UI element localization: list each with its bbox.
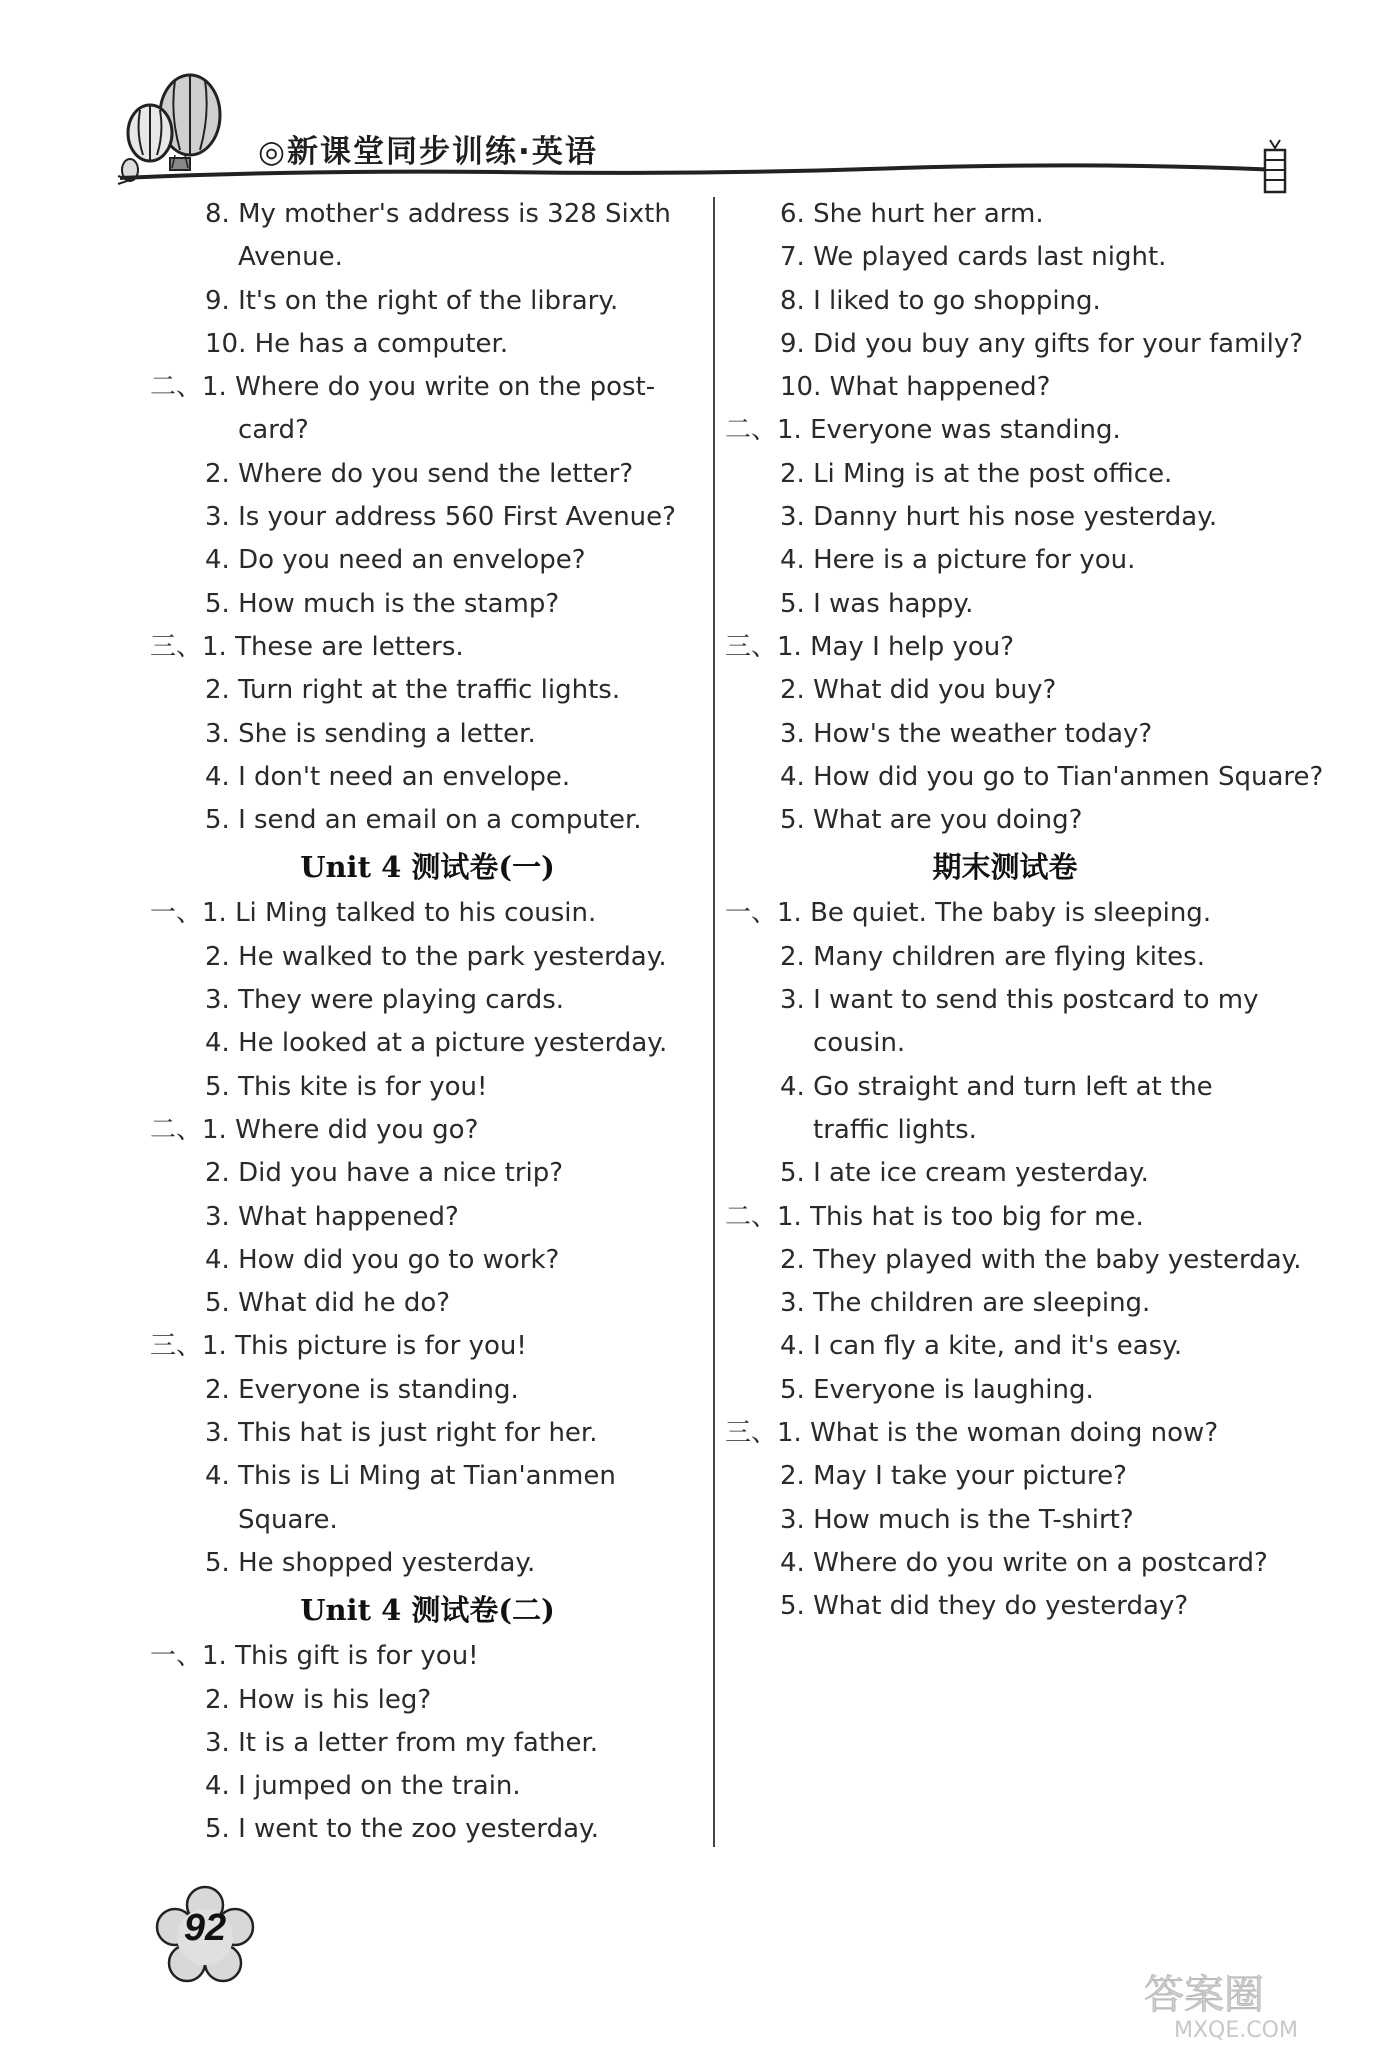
answer-line: 2. He walked to the park yesterday. <box>205 941 667 972</box>
answer-line: 2. May I take your picture? <box>780 1461 1127 1492</box>
answer-line: cousin. <box>813 1028 906 1059</box>
answer-line: 4. Where do you write on a postcard? <box>780 1547 1268 1578</box>
answer-line: 3. She is sending a letter. <box>205 718 536 749</box>
answer-line: 5. Everyone is laughing. <box>780 1374 1094 1405</box>
answer-line: Avenue. <box>238 242 343 273</box>
answer-line: 3. What happened? <box>205 1201 459 1232</box>
answer-line: 9. It's on the right of the library. <box>205 285 619 316</box>
answer-line: 4. How did you go to Tian'anmen Square? <box>780 761 1324 792</box>
answer-line: 三、1. May I help you? <box>725 631 1015 662</box>
answer-line: card? <box>238 415 309 446</box>
svg-text:MXQE.COM: MXQE.COM <box>1174 2018 1298 2043</box>
answer-line: 3. The children are sleeping. <box>780 1288 1151 1319</box>
answer-line: 7. We played cards last night. <box>780 242 1167 273</box>
watermark <box>1134 1963 1354 2043</box>
answer-line: 三、1. This picture is for you! <box>150 1331 527 1362</box>
answer-line: 2. Everyone is standing. <box>205 1374 519 1405</box>
answer-line: 8. I liked to go shopping. <box>780 285 1101 316</box>
answer-line: 3. Danny hurt his nose yesterday. <box>780 502 1218 533</box>
answer-line: 5. I send an email on a computer. <box>205 805 642 836</box>
answer-line: Square. <box>238 1504 338 1535</box>
answer-line: 2. Where do you send the letter? <box>205 458 634 489</box>
answer-line: 3. How's the weather today? <box>780 718 1153 749</box>
answer-line: 5. I was happy. <box>780 588 974 619</box>
watermark-logo <box>1134 1963 1354 2043</box>
answer-line: 3. They were playing cards. <box>205 985 565 1016</box>
book-icon <box>1265 140 1285 192</box>
answer-line: 二、1. Everyone was standing. <box>725 415 1121 446</box>
answer-line: 5. How much is the stamp? <box>205 588 560 619</box>
answer-line: 一、1. Li Ming talked to his cousin. <box>150 898 597 929</box>
answer-line: 4. Here is a picture for you. <box>780 545 1136 576</box>
answer-line: 二、1. Where do you write on the post- <box>150 372 656 403</box>
answer-line: 4. He looked at a picture yesterday. <box>205 1028 668 1059</box>
answer-line: 5. I ate ice cream yesterday. <box>780 1158 1149 1189</box>
answer-line: 3. I want to send this postcard to my <box>780 985 1259 1016</box>
series-title: ◎新课堂同步训练·英语 <box>258 134 598 170</box>
answer-line: 4. Go straight and turn left at the <box>780 1071 1213 1102</box>
answer-line: 5. What are you doing? <box>780 805 1083 836</box>
svg-text:答案圈: 答案圈 <box>1144 1972 1264 2018</box>
answer-line: 10. What happened? <box>780 372 1051 403</box>
page-header <box>0 0 1374 200</box>
answer-line: 3. Is your address 560 First Avenue? <box>205 502 676 533</box>
answer-line: 8. My mother's address is 328 Sixth <box>205 199 671 229</box>
answer-line: 4. How did you go to work? <box>205 1244 560 1275</box>
section-heading: Unit 4 测试卷(一) <box>300 850 555 885</box>
answer-line: 2. They played with the baby yesterday. <box>780 1244 1302 1275</box>
answer-line: 5. This kite is for you! <box>205 1071 488 1102</box>
answer-line: 3. This hat is just right for her. <box>205 1418 598 1449</box>
answer-line: 3. How much is the T-shirt? <box>780 1504 1134 1535</box>
answer-line: 4. Do you need an envelope? <box>205 545 586 576</box>
section-heading: 期末测试卷 <box>932 850 1078 885</box>
answer-line: 2. Li Ming is at the post office. <box>780 458 1173 489</box>
page-number-badge <box>155 1885 255 1985</box>
answer-line: 一、1. Be quiet. The baby is sleeping. <box>725 898 1212 929</box>
page-number: 92 <box>183 1907 227 1949</box>
answer-line: traffic lights. <box>813 1114 977 1145</box>
answer-line: 4. I can fly a kite, and it's easy. <box>780 1331 1183 1362</box>
answer-line: 2. Turn right at the traffic lights. <box>205 675 621 706</box>
answer-line: 6. She hurt her arm. <box>780 199 1044 229</box>
answer-line: 三、1. These are letters. <box>150 631 464 662</box>
answer-line: 4. I don't need an envelope. <box>205 761 571 792</box>
right-column <box>725 193 1324 1629</box>
answer-line: 5. He shopped yesterday. <box>205 1547 536 1578</box>
answer-line: 10. He has a computer. <box>205 328 509 359</box>
answer-line: 3. It is a letter from my father. <box>205 1727 599 1758</box>
answer-line: 三、1. What is the woman doing now? <box>725 1418 1219 1449</box>
balloon-header-graphic <box>0 0 1374 200</box>
answer-line: 5. What did they do yesterday? <box>780 1591 1189 1622</box>
answer-line: 2. Did you have a nice trip? <box>205 1158 564 1189</box>
left-column <box>150 193 705 1852</box>
balloon-icon <box>122 75 220 181</box>
answer-line: 2. How is his leg? <box>205 1684 432 1715</box>
answer-line: 5. I went to the zoo yesterday. <box>205 1814 599 1845</box>
answer-line: 二、1. Where did you go? <box>150 1114 479 1145</box>
answer-line: 一、1. This gift is for you! <box>150 1641 479 1672</box>
answer-line: 2. Many children are flying kites. <box>780 941 1205 972</box>
answer-line: 4. I jumped on the train. <box>205 1771 521 1802</box>
answer-line: 5. What did he do? <box>205 1288 451 1319</box>
column-divider <box>713 197 715 1847</box>
answer-line: 2. What did you buy? <box>780 675 1057 706</box>
answer-line: 二、1. This hat is too big for me. <box>725 1201 1144 1232</box>
answer-line: 4. This is Li Ming at Tian'anmen <box>205 1461 616 1492</box>
answer-line: 9. Did you buy any gifts for your family? <box>780 328 1304 359</box>
section-heading: Unit 4 测试卷(二) <box>300 1593 555 1628</box>
